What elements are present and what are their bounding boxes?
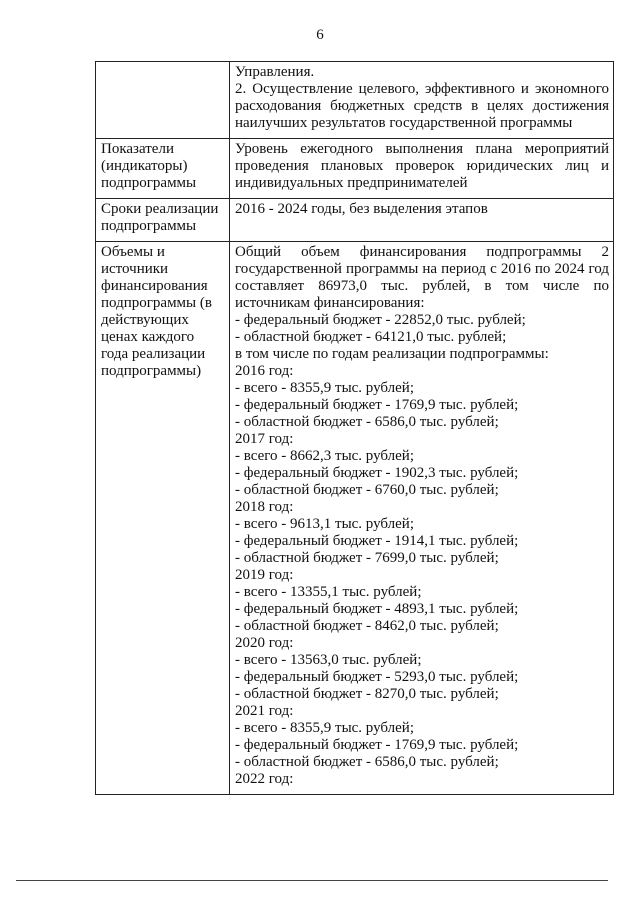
row-label-line: ценах каждого [101, 329, 195, 345]
funding-line: - областной бюджет - 6586,0 тыс. рублей; [235, 754, 499, 770]
table-row-indicators [96, 139, 614, 199]
funding-line: - всего - 13563,0 тыс. рублей; [235, 652, 422, 668]
funding-line: - федеральный бюджет - 5293,0 тыс. рублей; [235, 669, 519, 685]
funding-line: - областной бюджет - 6586,0 тыс. рублей; [235, 414, 499, 430]
footer-divider [16, 880, 608, 881]
row-value-cell [230, 242, 614, 795]
funding-line: - областной бюджет - 64121,0 тыс. рублей; [235, 329, 507, 345]
funding-year-heading: 2020 год: [235, 635, 294, 651]
row-label-line: источники [101, 261, 169, 277]
funding-line: - федеральный бюджет - 22852,0 тыс. рублей; [235, 312, 526, 328]
goals-text-line: 2. Осуществление целевого, эффективного и экономного расходования бюджетных средств в целях достижения наилучших результатов государственной программы [235, 81, 609, 131]
row-label-cell [96, 242, 230, 795]
funding-line: в том числе по годам реализации подпрограммы: [235, 346, 549, 362]
funding-line: - областной бюджет - 7699,0 тыс. рублей; [235, 550, 499, 566]
row-label-line: подпрограммы [101, 218, 197, 234]
funding-line: - всего - 9613,1 тыс. рублей; [235, 516, 415, 532]
funding-year-heading: 2019 год: [235, 567, 294, 583]
table-row-timeline [96, 199, 614, 242]
timeline-text: 2016 - 2024 годы, без выделения этапов [235, 201, 488, 217]
row-label-line: подпрограммы [101, 175, 197, 191]
page-number: 6 [316, 27, 324, 43]
funding-line: - областной бюджет - 6760,0 тыс. рублей; [235, 482, 499, 498]
funding-year-heading: 2016 год: [235, 363, 294, 379]
funding-line: - областной бюджет - 8462,0 тыс. рублей; [235, 618, 499, 634]
row-label-cell [96, 62, 230, 139]
funding-line: - федеральный бюджет - 1769,9 тыс. рублей; [235, 397, 519, 413]
funding-line: - федеральный бюджет - 1769,9 тыс. рублей; [235, 737, 519, 753]
funding-year-heading: 2018 год: [235, 499, 294, 515]
funding-line: - всего - 8355,9 тыс. рублей; [235, 720, 415, 736]
row-value-cell [230, 199, 614, 242]
row-label-cell [96, 139, 230, 199]
funding-line: - всего - 8355,9 тыс. рублей; [235, 380, 415, 396]
funding-line: - федеральный бюджет - 4893,1 тыс. рублей; [235, 601, 519, 617]
funding-line: - федеральный бюджет - 1902,3 тыс. рублей; [235, 465, 519, 481]
row-label-cell [96, 199, 230, 242]
row-label-line: года реализации [101, 346, 206, 362]
row-label-line: финансирования [101, 278, 208, 294]
row-label-line: Сроки реализации [101, 201, 219, 217]
row-label-line: действующих [101, 312, 189, 328]
row-value-cell [230, 139, 614, 199]
funding-line: - областной бюджет - 8270,0 тыс. рублей; [235, 686, 499, 702]
row-label-line: Показатели [101, 141, 174, 157]
funding-line: - всего - 13355,1 тыс. рублей; [235, 584, 422, 600]
table-row-goals [96, 62, 614, 139]
funding-line: - всего - 8662,3 тыс. рублей; [235, 448, 415, 464]
indicators-text: Уровень ежегодного выполнения плана мероприятий проведения плановых проверок юридических лиц и индивидуальных предпринимателей [235, 141, 609, 191]
funding-year-heading: 2017 год: [235, 431, 294, 447]
row-label-line: (индикаторы) [101, 158, 188, 174]
row-label-line: Объемы и [101, 244, 165, 260]
row-value-cell [230, 62, 614, 139]
funding-year-heading: 2021 год: [235, 703, 294, 719]
subprogram-passport-table [95, 61, 614, 795]
funding-year-heading: 2022 год: [235, 771, 294, 787]
funding-summary-text: Общий объем финансирования подпрограммы 2 государственной программы на период с 2016 по 2024 год составляет 86973,0 тыс. рублей, в том числе по источникам финансирования: [235, 244, 609, 311]
row-label-line: подпрограммы (в [101, 295, 212, 311]
goals-text-line: Управления. [235, 64, 315, 80]
funding-line: - федеральный бюджет - 1914,1 тыс. рублей; [235, 533, 519, 549]
table-row-funding [96, 242, 614, 795]
row-label-line: подпрограммы) [101, 363, 202, 379]
